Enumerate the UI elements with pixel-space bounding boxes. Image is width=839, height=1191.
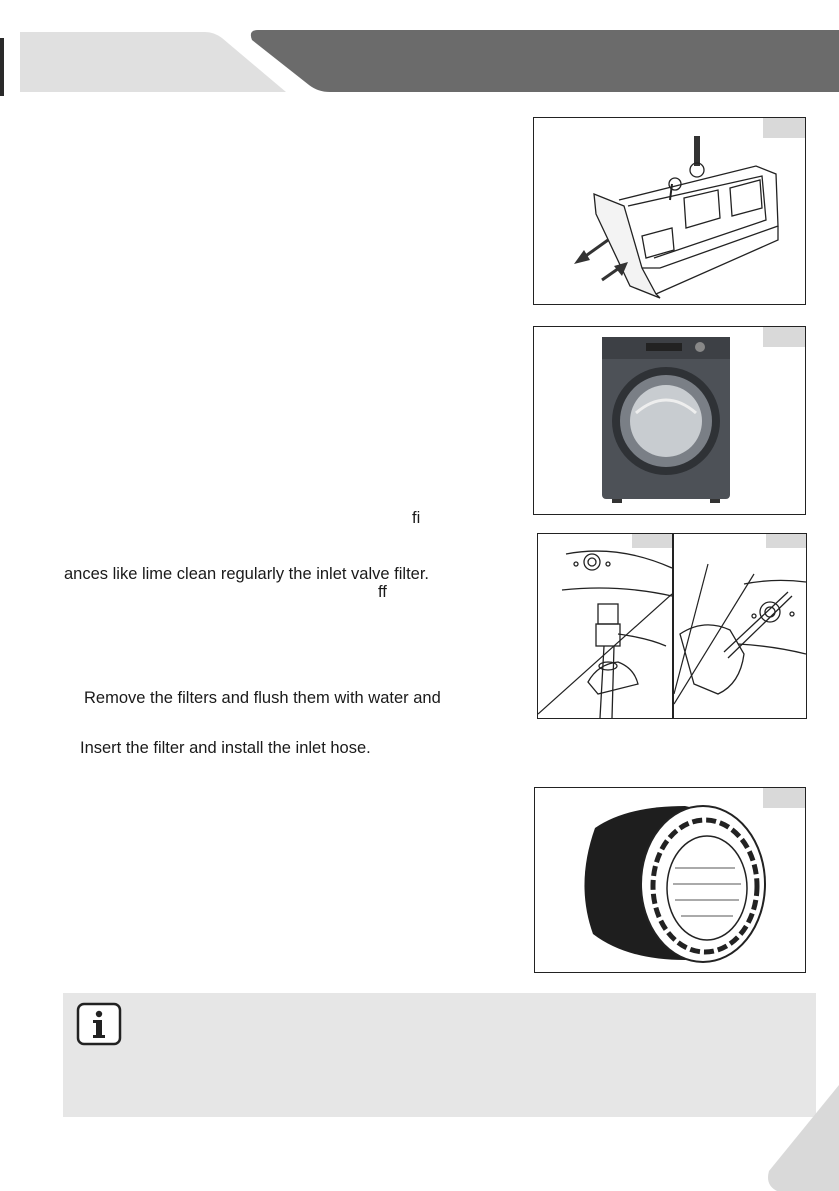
filter-brush-illustration: [674, 534, 806, 718]
detergent-drawer-illustration: [534, 118, 805, 304]
drum-illustration: [535, 788, 805, 972]
figure-drum: [534, 787, 806, 973]
inlet-hose-illustration: [538, 534, 672, 718]
inlet-filter-text: ances like lime clean regularly the inlet valve filter.: [64, 565, 430, 583]
step-insert-filter: Insert the filter and install the inlet hose.: [80, 739, 371, 757]
info-note-panel: [63, 993, 816, 1117]
ligature-ff: ff: [378, 583, 387, 601]
figure-washing-machine: [533, 326, 806, 515]
header-edge-mark: [0, 38, 4, 96]
header-tab-light: [20, 32, 286, 92]
figure-inlet-hose: [537, 533, 673, 719]
info-icon: [76, 1002, 124, 1048]
step-remove-filters: Remove the filters and flush them with water and: [84, 689, 441, 707]
washing-machine-illustration: [534, 327, 805, 514]
figure-filter-brush: [673, 533, 807, 719]
ligature-fi: fi: [412, 509, 421, 527]
page-header: [0, 0, 839, 100]
page-corner-tab: [763, 1085, 839, 1191]
header-banner-dark: [251, 30, 839, 92]
figure-detergent-drawer: [533, 117, 806, 305]
